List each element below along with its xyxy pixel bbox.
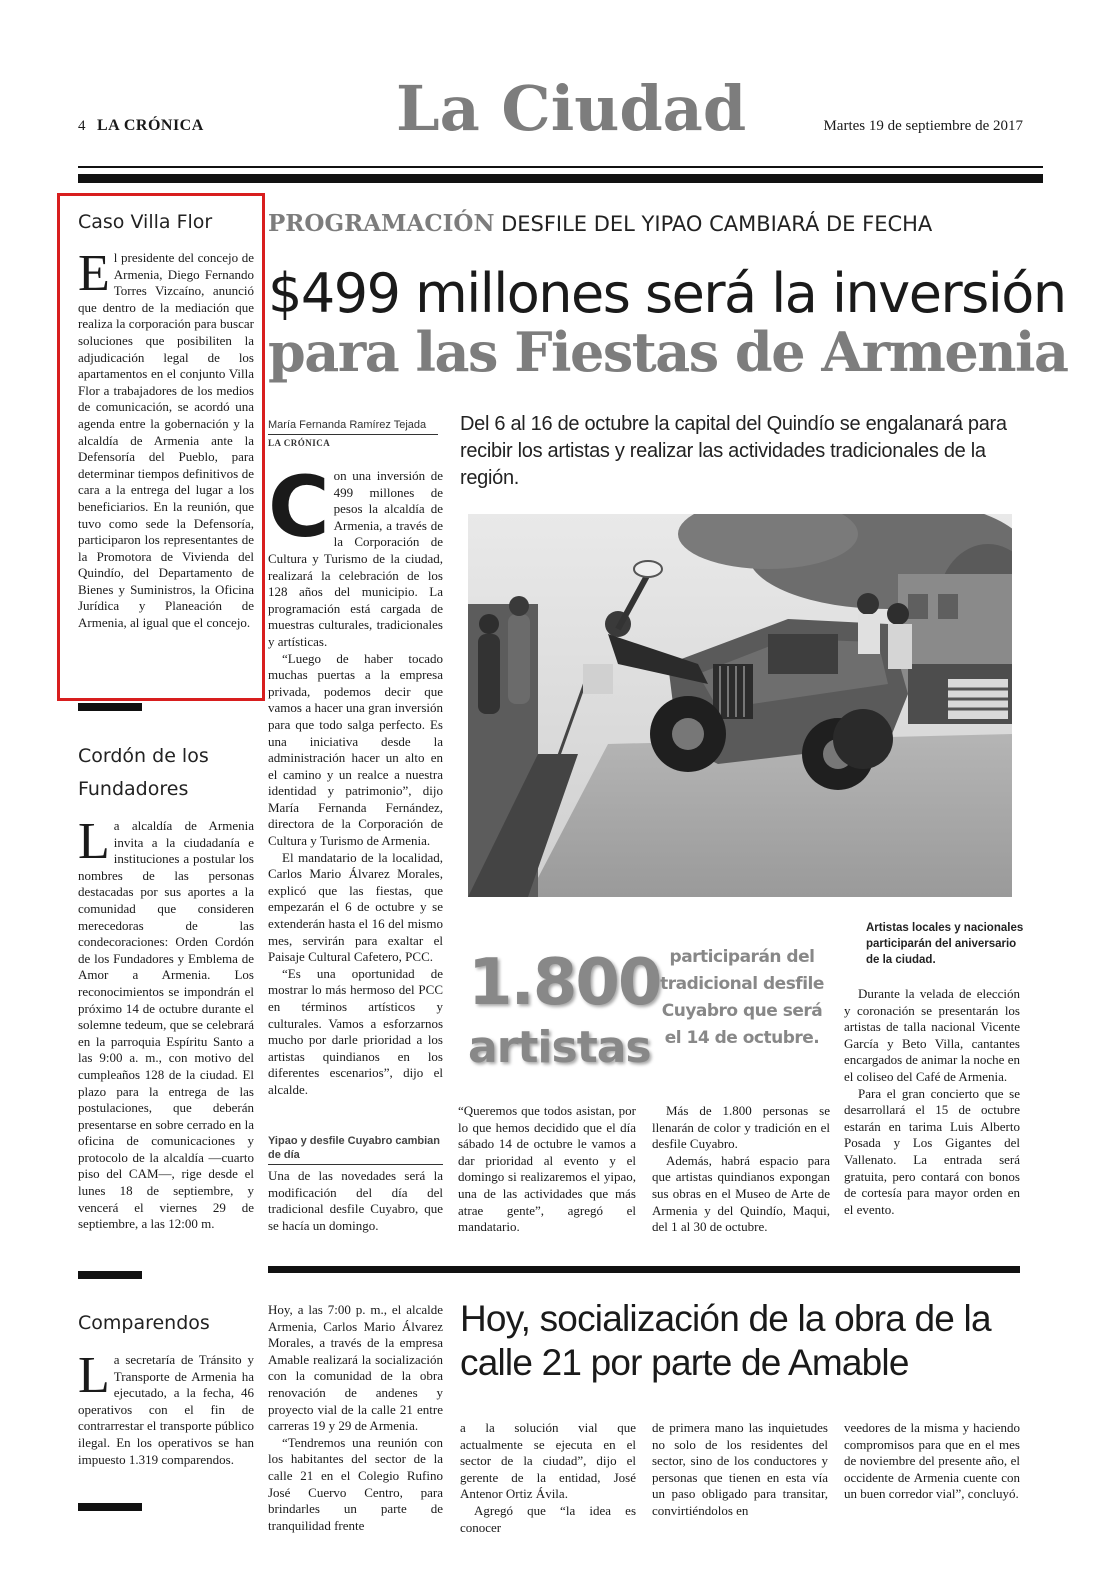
sidebar-article-fundadores — [78, 813, 254, 1233]
sidebar-divider — [78, 703, 142, 711]
story-paragraph: “Luego de haber tocado muchas puertas a la empresa privada, podemos decir que vamos a hacer una gran inversión para que todo salga perfecto. Es una iniciativa desde la administración hacer un alto en el camino y un realce a nuestra identidad y patrimonio”, dijo María Fernanda Fernández, directora de la Corporación de Cultura y Turismo de Armenia. — [268, 650, 443, 849]
story-kicker — [268, 210, 932, 237]
story-body-column — [268, 458, 443, 1099]
story-paragraph: on una inversión de 499 millones de pesos la alcaldía de Armenia, a través de la Corporación de Cultura y Turismo de la ciudad, realizará la celebración de los 128 años del municipio. La programación está cargada de muestras culturales, tradicionales y artísticas. — [268, 468, 443, 649]
stat-description: participarán del tradicional desfile Cuyabro que será el 14 de octubre. — [660, 947, 824, 1048]
story-body-column — [268, 1168, 443, 1234]
story-paragraph: Hoy, a las 7:00 p. m., el alcalde Armenia, Carlos Mario Álvarez Morales, a través de la empresa Amable realizará la socialización con la comunidad de la obra renovación de andenes y proyecto vial de la calle 21 entre carreras 19 y 29 de Armenia. — [268, 1302, 443, 1434]
story-paragraph: Para el gran concierto que se desarrollará el 15 de octubre estarán en tarima Luis Alberto Posada y Los Gigantes del Vallenato. La entrada será gratuita, pero contará con bonos de cortesía para mayor orden en el evento. — [844, 1085, 1020, 1217]
article-text: a secretaría de Tránsito y Transporte de Armenia ha ejecutado, a la fecha, 46 operativos con el fin de contrarrestar el transporte público ilegal. En los operativos se han impuesto 1.319 comparendos. — [78, 1352, 254, 1467]
sidebar-divider — [78, 1503, 142, 1511]
sidebar-article-villa-flor — [78, 245, 254, 632]
story-paragraph: Además, habrá espacio para que artistas quindianos expongan sus obras en el Museo de Arte de Armenia y del Quindío, Maqui, del 1 al 30 de octubre. — [652, 1152, 830, 1235]
story-body-column — [652, 1420, 828, 1520]
section-title: La Ciudad — [396, 72, 747, 145]
kicker-text: DESFILE DEL YIPAO CAMBIARÁ DE FECHA — [501, 212, 933, 236]
story-paragraph: “Es una oportunidad de mostrar lo más hermoso del PCC en términos artísticos y culturales. Vamos a esforzarnos mucho por darle prioridad a los artistas quindianos en los diferentes escenarios”, dijo el alcalde. — [268, 965, 443, 1097]
story-body-column — [268, 1302, 443, 1534]
header-rule-thin — [78, 166, 1043, 168]
byline-publication: LA CRÓNICA — [268, 438, 331, 448]
article-text: a alcaldía de Armenia invita a la ciudadanía e instituciones a postular los nombres de las personas destacadas por sus aportes a la comunidad que consideren merecedoras de las condecoraciones: Orden Cordón de los Fundadores y Emblema de Amor a Armenia. Los reconocimientos se impondrán el próximo 14 de octubre durante el solemne tedeum, que se celebrará en la parroquia Espíritu Santo a las 9:00 a. m., con motivo del cumpleaños 128 de la ciudad. El plazo para la entrega de las postulaciones, que deberán presentarse en sobre cerrado en la oficina de comunicaciones y protocolo de la alcaldía —cuarto piso del CAM—, rige desde el lunes 18 de septiembre, y vencerá el viernes 29 de septiembre, a las 12:00 m. — [78, 818, 254, 1232]
issue-date: Martes 19 de septiembre de 2017 — [823, 118, 1023, 134]
story-body-column — [844, 986, 1020, 1218]
sidebar-title-villa-flor: Caso Villa Flor — [78, 211, 213, 233]
story-paragraph: Durante la velada de elección y coronación se presentarán los artistas de talla nacional Vicente García y Beto Villa, cantantes encargados de animar la noche en el coliseo del Café de Armenia. — [844, 986, 1020, 1084]
story-deck: Del 6 al 16 de octubre la capital del Quindío se engalanará para recibir los artistas y realizar las actividades tradicionales de la región. — [460, 413, 1007, 489]
story-subhead: Yipao y desfile Cuyabro cambian de día — [268, 1134, 443, 1165]
photo-caption: Artistas locales y nacionales participarán del aniversario de la ciudad. — [866, 922, 1024, 966]
story-paragraph: “Tendremos una reunión con los habitantes del sector de la calle 21 en el Colegio Rufino José Cuervo Centro, para brindarles un parte de tranquilidad frente — [268, 1434, 443, 1533]
kicker-label: PROGRAMACIÓN — [268, 210, 495, 237]
stat-unit: artistas — [468, 1022, 651, 1073]
story-paragraph: veedores de la misma y haciendo compromisos para que en el mes de noviembre del presente año, el occidente de Armenia cuente con un buen corredor vial”, concluyó. — [844, 1420, 1020, 1502]
story-paragraph: Agregó que “la idea es conocer — [460, 1502, 636, 1535]
dropcap: L — [78, 813, 110, 870]
story-paragraph: de primera mano las inquietudes no solo de los residentes del sector, sino de los conductores y personas que tienen en esta vía un paso obligado para transitar, convirtiéndolos en — [652, 1420, 828, 1518]
second-story-headline: Hoy, socialización de la obra de la calle 21 por parte de Amable — [460, 1298, 991, 1383]
story-paragraph: Más de 1.800 personas se llenarán de color y tradición en el desfile Cuyabro. — [652, 1103, 830, 1152]
story-body-column — [652, 1103, 830, 1236]
story-paragraph: a la solución vial que actualmente se ejecuta en el sector de la ciudad”, dijo el gerente de la entidad, José Antenor Ortiz Ávila. — [460, 1420, 636, 1502]
story-paragraph: “Queremos que todos asistan, por lo que hemos decidido que el día sábado 14 de octubre le vamos a dar prioridad al evento y el domingo si realizaremos el yipao, una de las actividades que más atrae gente”, agregó el mandatario. — [458, 1103, 636, 1235]
stat-number: 1.800 — [468, 946, 661, 1020]
byline: María Fernanda Ramírez Tejada — [268, 419, 438, 435]
dropcap: E — [78, 245, 110, 302]
story-body-column — [844, 1420, 1020, 1503]
story-paragraph: Una de las novedades será la modificación del día del tradicional desfile Cuyabro, que se hacía un domingo. — [268, 1168, 443, 1233]
news-photo — [468, 514, 1012, 897]
story-body-column — [458, 1103, 636, 1236]
story-paragraph: El mandatario de la localidad, Carlos Mario Álvarez Morales, explicó que las fiestas, que empezarán el 6 de octubre y se extenderán hasta el 16 del mismo mes, servirán para exaltar el Paisaje Cultural Cafetero, PCC. — [268, 849, 443, 965]
sidebar-divider — [78, 1271, 142, 1279]
dropcap: C — [268, 458, 330, 556]
page-number: 4 — [78, 118, 86, 134]
story-body-column — [460, 1420, 636, 1536]
story-divider-rule — [268, 1266, 1020, 1273]
sidebar-title-fundadores: Cordón de los Fundadores — [78, 745, 209, 800]
article-text: l presidente del concejo de Armenia, Diego Fernando Torres Vizcaíno, anunció que dentro de la mediación que realiza la corporación para buscar soluciones que posibiliten la adjudicación legal de los apartamentos en el conjunto Villa Flor a trabajadores de los medios de comunicación, se acordó una agenda entre la gobernación y la alcaldía de Armenia ante la Defensoría del Pueblo, para determinar tiempos definitivos de cara a la entrega del lugar a los beneficiarios. En la reunión, que tuvo como sede la Defensoría, participaron los representantes de la Promotora de Vivienda del Quindío, del Departamento de Bienes y Suministros, la Oficina Jurídica y Planeación de Armenia, al igual que el concejo. — [78, 250, 254, 631]
headline-line-2: para las Fiestas de Armenia — [268, 320, 1068, 384]
jeep-parade-photo — [468, 514, 1012, 897]
sidebar-article-comparendos — [78, 1347, 254, 1468]
headline-line-1: $499 millones será la inversión — [268, 262, 1066, 325]
dropcap: L — [78, 1347, 110, 1404]
header-rule-thick — [78, 174, 1043, 183]
sidebar-title-comparendos: Comparendos — [78, 1312, 210, 1334]
publication-name: LA CRÓNICA — [97, 117, 204, 134]
